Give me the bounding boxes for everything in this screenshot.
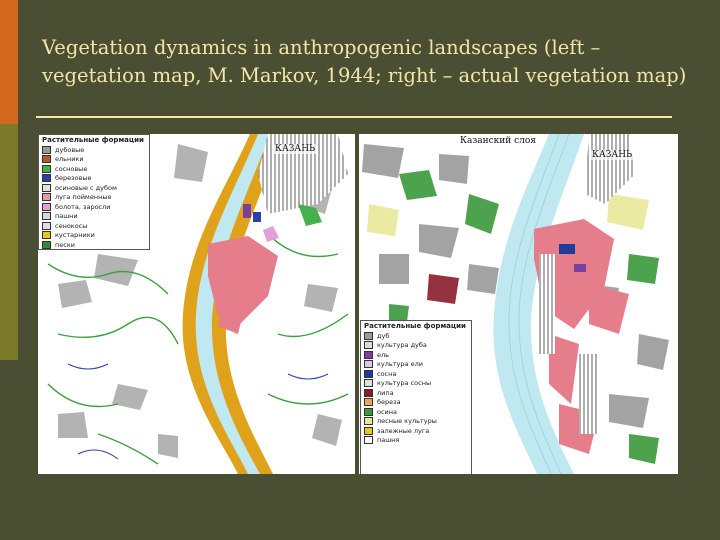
right-legend-swatch — [364, 417, 373, 425]
right-vegetation-map — [359, 134, 678, 474]
right-legend-title: Растительные формации — [364, 322, 466, 330]
right-legend-label: культура дуба — [377, 341, 427, 350]
right-legend-item — [361, 350, 471, 360]
right-legend-item — [361, 341, 471, 351]
right-legend-swatch — [364, 436, 373, 444]
left-legend-swatch — [42, 241, 51, 249]
left-legend-item — [39, 231, 149, 241]
right-legend-label: липа — [377, 388, 394, 397]
left-city-label: КАЗАНЬ — [275, 144, 316, 154]
right-legend-swatch — [364, 351, 373, 359]
left-legend-swatch — [42, 203, 51, 211]
left-legend-label: кустарники — [55, 231, 95, 240]
right-map-legend — [360, 320, 472, 474]
right-legend-item — [361, 436, 471, 446]
left-legend-swatch — [42, 155, 51, 163]
right-legend-item — [361, 388, 471, 398]
right-legend-swatch — [364, 379, 373, 387]
right-legend-swatch — [364, 360, 373, 368]
right-city-label: КАЗАНЬ — [592, 150, 633, 160]
right-legend-item — [361, 417, 471, 427]
right-legend-swatch — [364, 389, 373, 397]
right-top-label: Казанский слоя — [460, 136, 536, 146]
accent-bar-top — [0, 0, 18, 124]
right-legend-item — [361, 407, 471, 417]
left-legend-label: сенокосы — [55, 221, 88, 230]
right-legend-item — [361, 331, 471, 341]
right-legend-swatch — [364, 370, 373, 378]
right-legend-item — [361, 369, 471, 379]
left-legend-swatch — [42, 146, 51, 154]
accent-bar-bottom — [0, 124, 18, 360]
left-legend-swatch — [42, 212, 51, 220]
left-legend-swatch — [42, 193, 51, 201]
left-legend-label: пески — [55, 240, 75, 249]
slide-title: Vegetation dynamics in anthropogenic landscapes (left – vegetation map, M. Markov, 1944; right – actual vegetation map) — [42, 36, 687, 87]
right-legend-label: сосна — [377, 369, 397, 378]
left-legend-swatch — [42, 174, 51, 182]
left-legend-swatch — [42, 231, 51, 239]
left-vegetation-map — [38, 134, 355, 474]
right-legend-label: осина — [377, 407, 398, 416]
left-legend-item — [39, 174, 149, 184]
left-legend-item — [39, 202, 149, 212]
left-legend-label: сосновые — [55, 164, 88, 173]
left-legend-item — [39, 183, 149, 193]
left-legend-item — [39, 221, 149, 231]
left-legend-item — [39, 193, 149, 203]
right-legend-swatch — [364, 398, 373, 406]
right-legend-item — [361, 426, 471, 436]
left-legend-item — [39, 240, 149, 250]
right-legend-item — [361, 379, 471, 389]
left-legend-label: березовые — [55, 174, 92, 183]
right-legend-swatch — [364, 341, 373, 349]
right-legend-label: залежные луга — [377, 426, 430, 435]
right-legend-label: дуб — [377, 331, 390, 340]
left-legend-item — [39, 145, 149, 155]
right-legend-item — [361, 398, 471, 408]
right-legend-swatch — [364, 332, 373, 340]
right-legend-label: культура ели — [377, 360, 423, 369]
left-legend-label: болота, заросли — [55, 202, 111, 211]
right-legend-label: лесные культуры — [377, 417, 437, 426]
title-underline — [36, 116, 672, 118]
right-legend-label: береза — [377, 398, 401, 407]
left-legend-label: луга пойменные — [55, 193, 112, 202]
right-legend-label: пашня — [377, 436, 400, 445]
left-legend-item — [39, 164, 149, 174]
right-legend-swatch — [364, 408, 373, 416]
left-map-legend — [38, 134, 150, 250]
left-legend-label: пашни — [55, 212, 78, 221]
right-legend-label: ель — [377, 350, 389, 359]
left-legend-label: осиновые с дубом — [55, 183, 117, 192]
right-legend-item — [361, 360, 471, 370]
left-legend-item — [39, 155, 149, 165]
left-legend-label: ельники — [55, 155, 84, 164]
left-legend-swatch — [42, 165, 51, 173]
left-legend-label: дубовые — [55, 145, 85, 154]
right-legend-label: культура сосны — [377, 379, 432, 388]
left-legend-swatch — [42, 184, 51, 192]
left-legend-item — [39, 212, 149, 222]
left-legend-title: Растительные формации — [42, 136, 144, 144]
left-legend-swatch — [42, 222, 51, 230]
right-legend-swatch — [364, 427, 373, 435]
